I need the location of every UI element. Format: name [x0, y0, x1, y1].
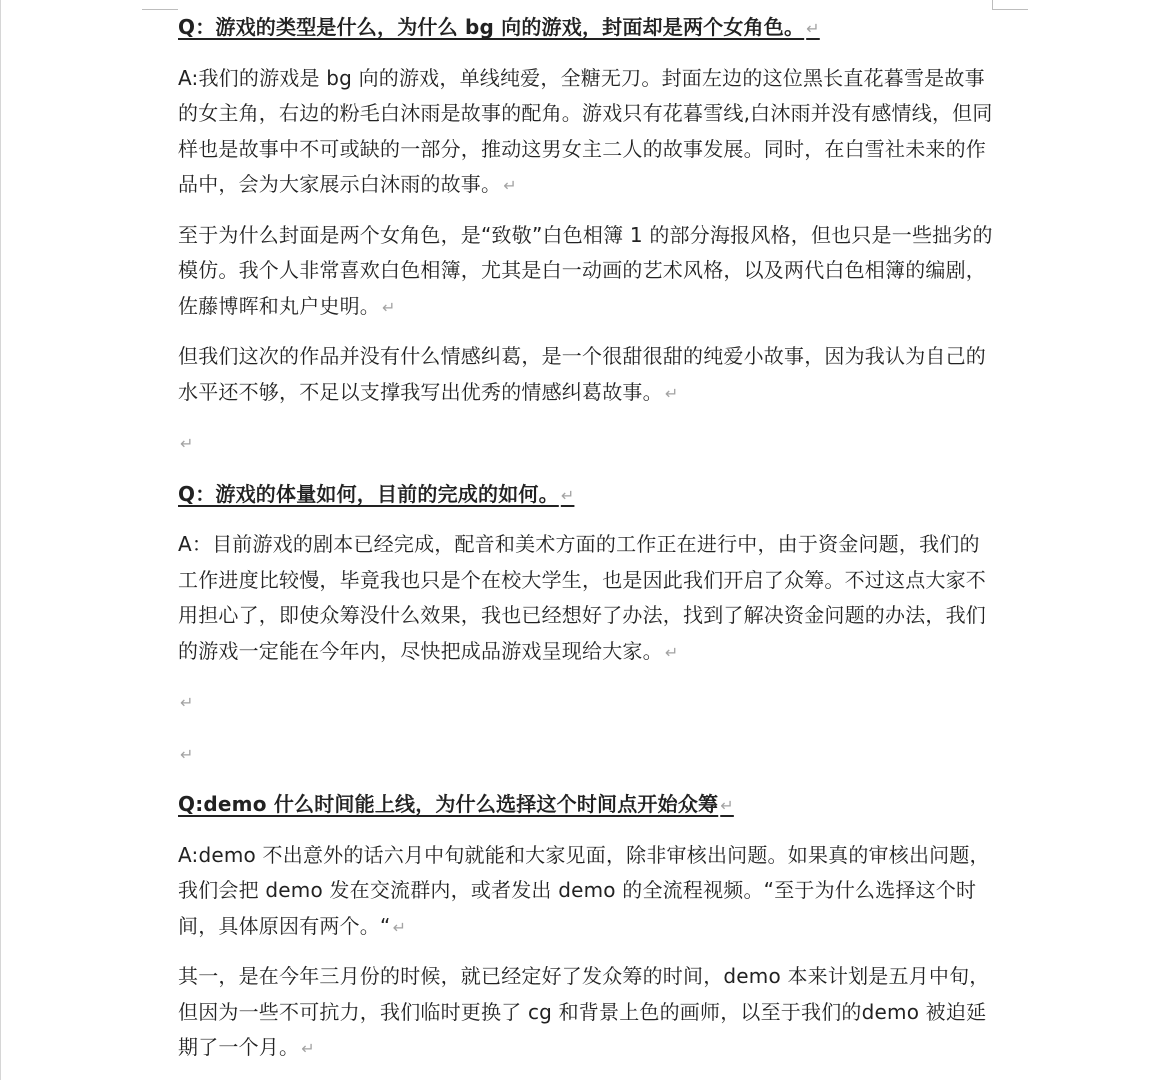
answer-paragraph: 但我们这次的作品并没有什么情感纠葛，是一个很甜很甜的纯爱小故事，因为我认为自己的水平还不够，不足以支撑我写出优秀的情感纠葛故事。 ↵	[178, 344, 986, 404]
answer-paragraph: 至于为什么封面是两个女角色，是“致敬”白色相簿 1 的部分海报风格，但也只是一些拙劣的模仿。我个人非常喜欢白色相簿，尤其是白一动画的艺术风格，以及两代白色相簿的编剧，佐藤博晖和丸户史明。 ↵	[178, 222, 993, 318]
paragraph-mark-icon: ↵	[560, 485, 575, 505]
paragraph-mark-icon: ↵	[301, 1039, 315, 1058]
paragraph-mark-icon: ↵	[382, 297, 396, 317]
answer-paragraph: 其一，是在今年三月份的时候，就已经定好了发众筹的时间，demo 本来计划是五月中旬，但因为一些不可抗力，我们临时更换了 cg 和背景上色的画师，以至于我们的demo 被迫延期了一个月。 ↵	[178, 964, 990, 1059]
answer-paragraph: A:我们的游戏是 bg 向的游戏，单线纯爱，全糖无刀。封面左边的这位黑长直花暮雪是故事的女主角，右边的粉毛白沐雨是故事的配角。游戏只有花暮雪线,白沐雨并没有感情线，但同样也是故事中不可或缺的一部分，推动这男女主二人的故事发展。同时，在白雪社未来的作品中，会为大家展示白沐雨的故事。 ↵	[178, 65, 993, 196]
question-heading: Q：游戏的类型是什么，为什么 bg 向的游戏，封面却是两个女角色。 ↵	[178, 15, 820, 39]
question-heading: Q：游戏的体量如何，目前的完成的如何。 ↵	[178, 481, 575, 506]
paragraph-mark-icon: ↵	[720, 796, 734, 815]
answer-paragraph: A：目前游戏的剧本已经完成，配音和美术方面的工作正在进行中，由于资金问题，我们的工作进度比较慢，毕竟我也只是个在校大学生，也是因此我们开启了众筹。不过这点大家不用担心了，即使众筹没什么效果，我也已经想好了办法，找到了解决资金问题的办法，我们的游戏一定能在今年内，尽快把成品游戏呈现给大家。 ↵	[178, 532, 986, 663]
question-heading: Q:demo 什么时间能上线，为什么选择这个时间点开始众筹 ↵	[178, 792, 734, 816]
margin-corner-mark	[992, 9, 1028, 10]
answer-paragraph: A:demo 不出意外的话六月中旬就能和大家见面，除非审核出问题。如果真的审核出问题，我们会把 demo 发在交流群内，或者发出 demo 的全流程视频。“至于为什么选择这个时间，具体原因有两个。“ ↵	[178, 842, 990, 938]
paragraph-mark-icon: ↵	[806, 19, 820, 38]
document-body[interactable]	[178, 10, 993, 1067]
empty-paragraph	[178, 736, 993, 772]
paragraph-mark-icon: ↵	[180, 693, 194, 712]
margin-corner-mark	[142, 9, 178, 10]
paragraph-mark-icon: ↵	[180, 744, 194, 764]
page-edge	[0, 0, 1, 1080]
empty-paragraph	[178, 425, 993, 461]
paragraph-mark-icon: ↵	[503, 176, 517, 195]
empty-paragraph	[178, 684, 993, 720]
margin-corner-mark	[992, 0, 993, 10]
paragraph-mark-icon: ↵	[392, 917, 407, 937]
paragraph-mark-icon: ↵	[180, 434, 194, 453]
paragraph-mark-icon: ↵	[664, 383, 679, 403]
paragraph-mark-icon: ↵	[664, 642, 679, 662]
